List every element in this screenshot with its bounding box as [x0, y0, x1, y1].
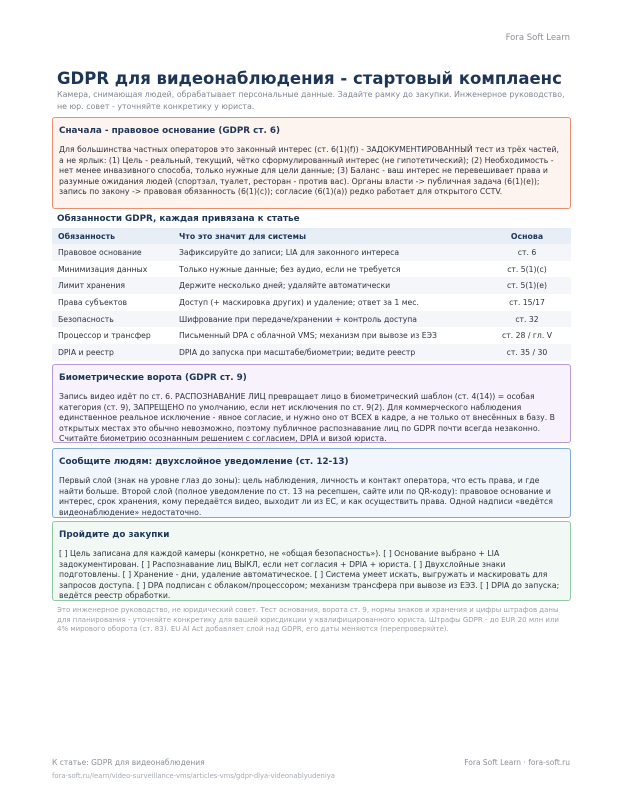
biometric-heading: Биометрические ворота (GDPR ст. 9) [59, 373, 247, 383]
meaning-cell: Только нужные данные; без аудио, если не требуется [179, 264, 401, 274]
meaning-cell: Держите несколько дней; удаляйте автоматически [173, 277, 483, 294]
notice-text: Первый слой (знак на уровне глаз до зоны): цель наблюдения, личность и контакт оператора, что есть права, и где найти больше. Второй слой (полное уведомление по ст. 13 на ресепшен, сайте или по QR-коду): правовое основание и интерес, срок хранения, кому передаётся видео, выходит ли из ЕС, и как осуществить права. Одной надписи «ведётся видеонаблюдение» недостаточно. [59, 476, 553, 517]
duties-table [52, 228, 571, 361]
biometric-gate-box [52, 364, 571, 443]
meaning-cell: Зафиксируйте до записи; LIA для законного интереса [173, 244, 483, 261]
basis-cell: ст. 15/17 [509, 297, 545, 307]
basis-cell: ст. 35 / 30 [483, 344, 571, 361]
biometric-text: Запись видео идёт по ст. 6. РАСПОЗНАВАНИЕ ЛИЦ превращает лицо в биометрический шаблон (ст. 4(14)) = особая категория (ст. 9), ЗАПРЕЩЕНО по умолчанию, если нет исключения по ст. 9(2). Для коммерческого наблюдения единственное реальное исключение - явное согласие, и нужно оно от ВСЕХ в кадре, а не только от внесённых в базу. В открытых местах это обычно невозможно, поэтому публичное распознавание лиц по GDPR почти всегда незаконно. Считайте биометрию осознанным решением с согласием, DPIA и визой юриста. [59, 392, 555, 444]
table-row [52, 261, 571, 278]
duty-cell: Права субъектов [58, 297, 128, 307]
table-row [52, 327, 571, 344]
legal-basis-text: Для большинства частных операторов это законный интерес (ст. 6(1)(f)) - ЗАДОКУМЕНТИРОВАННЫЙ тест из трёх частей, а не ярлык: (1) Цель - реальный, текущий, чётко сформулированный интерес (не гипотетический); (2) Необходимость - нет менее инвазивного способа, только нужные для цели данные; (3) Баланс - ваш интерес не перевешивает права и разумные ожидания людей (спортзал, туалет, ресторан - против вас). Органы власти -> публичная задача (6(1)(e)); запись по закону -> правовая обязанность (6(1)(c)); согласие (6(1)(a)) редко работает для открытого CCTV. [59, 145, 559, 197]
duties-section-title: Обязанности GDPR, каждая привязана к статье [57, 214, 300, 224]
duty-cell: Безопасность [52, 311, 173, 328]
table-row [52, 277, 571, 294]
brand-label: Fora Soft Learn [505, 33, 570, 43]
basis-cell: ст. 32 [483, 311, 571, 328]
duties-header-duty: Обязанность [52, 228, 173, 244]
duty-cell: Процессор и трансфер [58, 331, 151, 341]
duty-cell: Лимит хранения [52, 277, 173, 294]
basis-cell: ст. 28 / гл. V [502, 331, 552, 341]
footer-article-link[interactable]: К статье: GDPR для видеонаблюдения [52, 758, 205, 767]
footer-url[interactable]: fora-soft.ru/learn/video-surveillance-vms/articles-vms/gdpr-dlya-videonablyudeniya [52, 772, 335, 780]
basis-cell: ст. 5(1)(с) [507, 264, 547, 274]
table-row [52, 311, 571, 328]
basis-cell: ст. 5(1)(е) [483, 277, 571, 294]
duty-cell: DPIA и реестр [52, 344, 173, 361]
page-title: GDPR для видеонаблюдения - стартовый комплаенс [57, 69, 562, 88]
duties-header-meaning: Что это значит для системы [173, 228, 483, 244]
meaning-cell: Доступ (+ маскировка других) и удаление; ответ за 1 мес. [179, 297, 419, 307]
checklist-text: [ ] Цель записана для каждой камеры (конкретно, не «общая безопасность»). [ ] Основание выбрано + LIA задокументирован. [ ] Распознавание лиц ВЫКЛ, если нет согласия + DPIA + юриста. [ ] Двухслойные знаки подготовлены. [ ] Хранение - дни, удаление автоматическое. [ ] Система умеет искать, выгружать и маскировать для запросов доступа. [ ] DPA подписан с облаком/процессором; механизм трансфера при вывозе из ЕЭЗ. [ ] DPIA до запуска; ведётся реестр обработки. [59, 549, 560, 601]
legal-basis-heading: Сначала - правовое основание (GDPR ст. 6) [59, 126, 281, 136]
basis-cell: ст. 6 [483, 244, 571, 261]
meaning-cell: Шифрование при передаче/хранении + контроль доступа [173, 311, 483, 328]
duties-header-row [52, 228, 571, 244]
legal-basis-box [52, 117, 571, 209]
footer-brand: Fora Soft Learn · fora-soft.ru [464, 758, 570, 767]
table-row [52, 294, 571, 311]
table-row [52, 344, 571, 361]
table-row [52, 244, 571, 261]
checklist-heading: Пройдите до закупки [59, 530, 170, 540]
notice-box [52, 448, 571, 518]
meaning-cell: Письменный DPA с облачной VMS; механизм при вывозе из ЕЭЗ [179, 331, 437, 341]
checklist-box [52, 521, 571, 601]
duties-header-basis: Основа [483, 228, 571, 244]
meaning-cell: DPIA до запуска при масштабе/биометрии; ведите реестр [173, 344, 483, 361]
duty-cell: Минимизация данных [58, 264, 148, 274]
duty-cell: Правовое основание [52, 244, 173, 261]
page-subtitle: Камера, снимающая людей, обрабатывает персональные данные. Задайте рамку до закупки. Инженерное руководство, не юр. совет - уточняйте конкретику у юриста. [57, 90, 565, 111]
disclaimer-text: Это инженерное руководство, не юридический совет. Тест основания, ворота ст. 9, нормы знаков и хранения и цифры штрафов даны для планирования - уточняйте конкретику для вашей юрисдикции у квалифицированного юриста. Штрафы GDPR - до EUR 20 млн или 4% мирового оборота (ст. 83). EU AI Act добавляет слой над GDPR, его даты меняются (перепроверяйте). [57, 606, 559, 634]
notice-heading: Сообщите людям: двухслойное уведомление (ст. 12-13) [59, 457, 349, 467]
